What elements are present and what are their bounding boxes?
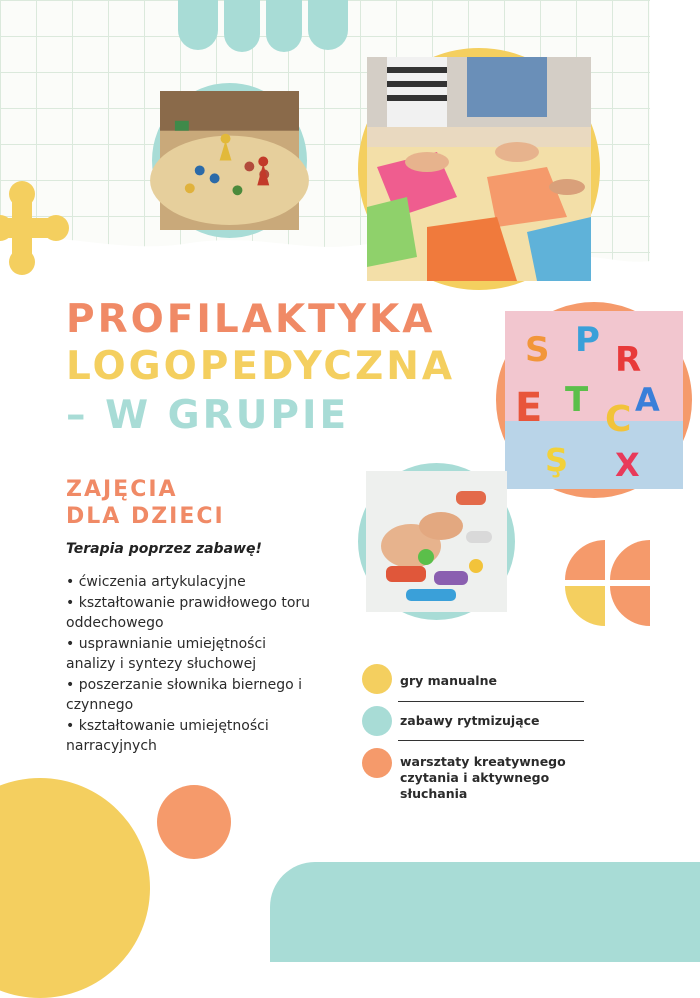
orange-arcs-decoration [565,540,650,632]
yellow-cross-decoration [0,178,72,278]
svg-text:R: R [615,340,642,380]
kids-crafting-photo [358,48,600,290]
svg-text:X: X [615,446,640,484]
board-game-photo [152,83,307,238]
divider [398,701,584,702]
activity-label: gry manualne [400,673,497,688]
activity-label: zabawy rytmizujące [400,713,540,728]
tagline: Terapia poprzez zabawę! [66,541,262,557]
svg-text:E: E [515,385,543,431]
svg-text:C: C [605,399,632,440]
title-line-1: PROFILAKTYKA [66,297,436,342]
divider [398,740,584,741]
yellow-dot-icon [362,664,392,694]
orange-dot-icon [362,748,392,778]
benefits-list [66,572,311,757]
svg-text:Ş: Ş [545,441,569,479]
list-item: • usprawnianie umiejętności analizy i syntezy słuchowej [66,635,267,672]
letters-photo [496,302,692,498]
svg-text:S: S [525,330,550,370]
list-item: • ćwiczenia artykulacyjne [66,574,246,590]
orange-circle-decoration [157,785,231,859]
play-dough-photo [358,463,515,620]
title-line-3: – W GRUPIE [66,393,350,438]
svg-text:P: P [575,320,600,360]
svg-text:A: A [635,381,660,419]
teal-dot-icon [362,706,392,736]
list-item: • poszerzanie słownika biernego i czynnego [66,676,303,713]
activity-label: warsztaty kreatywnego czytania i aktywnego słuchania [400,754,566,801]
subtitle-line-1: ZAJĘCIA [66,477,178,502]
list-item: • kształtowanie prawidłowego toru oddechowego [66,594,311,631]
teal-arches-decoration [178,0,348,52]
subtitle-line-2: DLA DZIECI [66,504,225,529]
teal-bar-decoration [270,862,700,962]
yellow-circle-decoration [0,778,150,998]
svg-text:T: T [565,380,589,420]
list-item: • kształtowanie umiejętności narracyjnych [66,717,269,754]
title-line-2: LOGOPEDYCZNA [66,344,456,389]
